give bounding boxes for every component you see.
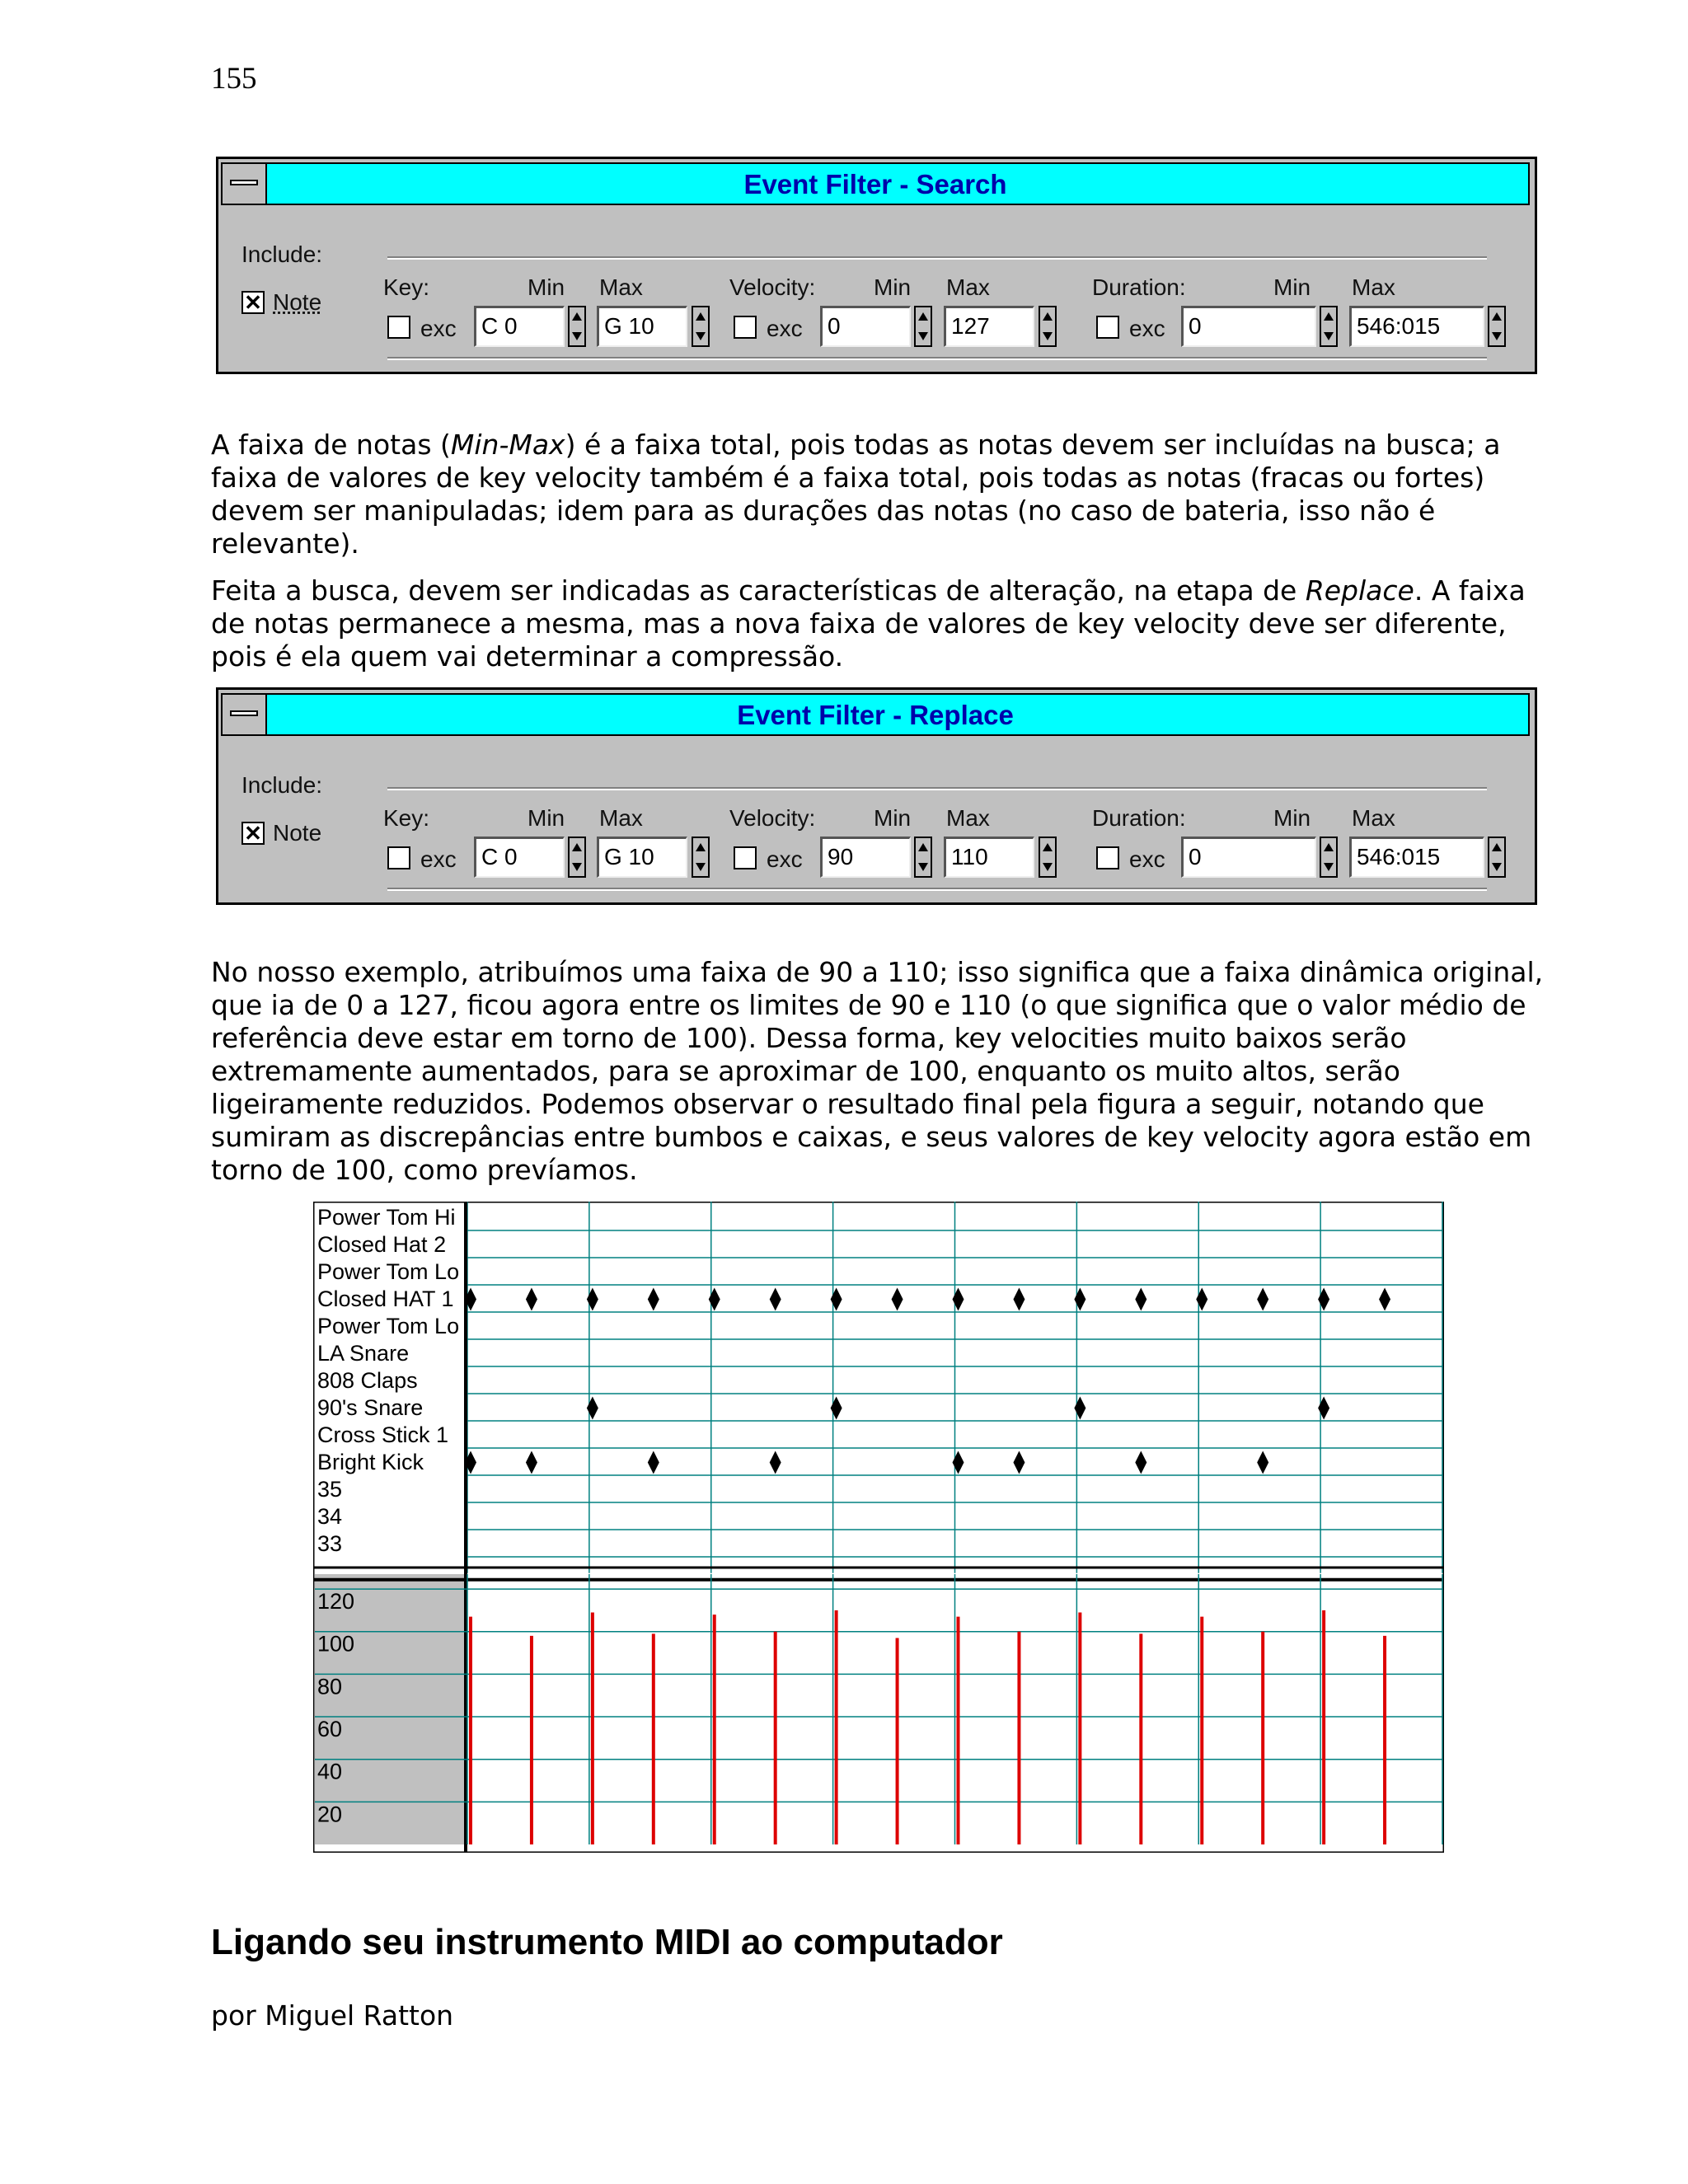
drum-row-label: LA Snare — [317, 1341, 410, 1366]
paragraph-2-text-end: . A faixa de notas permanece a mesma, mas a nova faixa de valores de key velocity deve ser diferente, pois é ela quem vai determinar a compressão. — [211, 574, 1526, 673]
note-checkbox[interactable]: ✕ — [241, 291, 265, 314]
key-max-field[interactable]: G 10 — [597, 306, 687, 347]
duration-min-spinner[interactable] — [1320, 837, 1338, 878]
paragraph-2-italic: Replace — [1305, 574, 1414, 607]
drum-row-label: 90's Snare — [317, 1395, 424, 1420]
duration-max-field[interactable]: 546:015 — [1349, 837, 1484, 878]
velocity-min-field[interactable]: 90 — [820, 837, 911, 878]
velocity-max-spinner[interactable] — [1039, 306, 1057, 347]
duration-max-label: Max — [1352, 274, 1395, 300]
duration-exc-label: exc — [1129, 316, 1165, 341]
velocity-tick-label: 120 — [317, 1589, 355, 1615]
key-exc-checkbox[interactable] — [387, 316, 410, 339]
key-exc-label: exc — [420, 846, 457, 872]
divider — [387, 357, 1487, 360]
drum-row-label: Closed HAT 1 — [317, 1286, 454, 1311]
drum-row-label: 35 — [317, 1477, 343, 1502]
velocity-exc-checkbox[interactable] — [734, 846, 757, 869]
velocity-min-label: Min — [874, 805, 912, 831]
event-filter-search-dialog — [216, 157, 1537, 374]
duration-max-field[interactable]: 546:015 — [1349, 306, 1484, 347]
event-filter-replace-dialog — [216, 687, 1537, 905]
title-bar — [221, 693, 1530, 736]
drum-row-label: Closed Hat 2 — [317, 1232, 447, 1257]
key-max-spinner[interactable] — [692, 837, 710, 878]
note-checkbox[interactable]: ✕ — [241, 822, 265, 845]
dialog-title: Event Filter - Replace — [737, 700, 1014, 730]
paragraph-1-italic: Min-Max — [450, 429, 565, 461]
dialog-title: Event Filter - Search — [743, 169, 1007, 199]
velocity-exc-checkbox[interactable] — [734, 316, 757, 339]
duration-min-spinner[interactable] — [1320, 306, 1338, 347]
page-number: 155 — [211, 62, 257, 96]
key-max-field[interactable]: G 10 — [597, 837, 687, 878]
key-max-label: Max — [599, 805, 643, 831]
duration-exc-checkbox[interactable] — [1096, 316, 1119, 339]
velocity-tick-label: 40 — [317, 1759, 343, 1784]
paragraph-2 — [211, 574, 1546, 673]
include-label: Include: — [241, 241, 323, 267]
key-min-label: Min — [528, 274, 565, 300]
duration-max-label: Max — [1352, 805, 1395, 831]
drum-row-label: Cross Stick 1 — [317, 1422, 449, 1447]
note-label: Note — [273, 289, 322, 315]
duration-label: Duration: — [1092, 805, 1186, 831]
velocity-label: Velocity: — [729, 274, 816, 300]
divider — [387, 256, 1487, 260]
key-min-field[interactable]: C 0 — [474, 837, 565, 878]
velocity-exc-label: exc — [767, 316, 803, 341]
drum-row-label: 33 — [317, 1531, 343, 1556]
duration-exc-checkbox[interactable] — [1096, 846, 1119, 869]
velocity-min-field[interactable]: 0 — [820, 306, 911, 347]
key-exc-checkbox[interactable] — [387, 846, 410, 869]
duration-min-field[interactable]: 0 — [1181, 837, 1316, 878]
duration-exc-label: exc — [1129, 846, 1165, 872]
key-min-label: Min — [528, 805, 565, 831]
velocity-max-field[interactable]: 127 — [944, 306, 1034, 347]
title-bar — [221, 162, 1530, 205]
drum-row-label: 808 Claps — [317, 1368, 418, 1393]
velocity-min-label: Min — [874, 274, 912, 300]
duration-max-spinner[interactable] — [1488, 837, 1506, 878]
divider — [387, 888, 1487, 891]
velocity-exc-label: exc — [767, 846, 803, 872]
key-max-spinner[interactable] — [692, 306, 710, 347]
paragraph-3: No nosso exemplo, atribuímos uma faixa de 90 a 110; isso significa que a faixa dinâmica original, que ia de 0 a 127, ficou agora entre os limites de 90 e 110 (o que significa que o valor médio de referência deve estar em torno de 100). Dessa forma, key velocities muito baixos serão extremamente aumentados, para se aproximar de 100, enquanto os muito altos, serão ligeiramente reduzidos. Podemos observar o resultado final pela figura a seguir, notando que sumiram as discrepâncias entre bumbos e caixas, e seus valores de key velocity agora estão em torno de 100, como prevíamos. — [211, 956, 1544, 1186]
drum-row-label: Bright Kick — [317, 1450, 424, 1474]
drum-row-label: 34 — [317, 1504, 343, 1529]
divider — [387, 787, 1487, 790]
velocity-max-spinner[interactable] — [1039, 837, 1057, 878]
velocity-max-field[interactable]: 110 — [944, 837, 1034, 878]
duration-min-label: Min — [1273, 805, 1311, 831]
velocity-tick-label: 100 — [317, 1631, 355, 1657]
note-label: Note — [273, 820, 322, 846]
paragraph-2-text: Feita a busca, devem ser indicadas as características de alteração, na etapa de — [211, 574, 1306, 607]
velocity-max-label: Max — [946, 274, 990, 300]
drum-row-label: Power Tom Lo — [317, 1259, 460, 1284]
paragraph-1-text: A faixa de notas ( — [211, 429, 451, 461]
duration-max-spinner[interactable] — [1488, 306, 1506, 347]
paragraph-1-text-end: ) é a faixa total, pois todas as notas devem ser incluídas na busca; a faixa de valores de key velocity também é a faixa total, pois todas as notas (fracas ou fortes) devem ser manipuladas; idem para as durações das notas (no caso de bateria, isso não é relevante). — [211, 429, 1501, 560]
velocity-tick-label: 80 — [317, 1674, 343, 1699]
velocity-tick-label: 60 — [317, 1717, 343, 1742]
key-label: Key: — [383, 274, 430, 300]
include-label: Include: — [241, 772, 323, 798]
byline: por Miguel Ratton — [211, 1999, 454, 2032]
velocity-label: Velocity: — [729, 805, 816, 831]
key-min-spinner[interactable] — [568, 306, 586, 347]
velocity-max-label: Max — [946, 805, 990, 831]
duration-label: Duration: — [1092, 274, 1186, 300]
velocity-tick-label: 20 — [317, 1802, 343, 1827]
drum-row-label: Power Tom Hi — [317, 1205, 456, 1230]
duration-min-label: Min — [1273, 274, 1311, 300]
key-max-label: Max — [599, 274, 643, 300]
velocity-min-spinner[interactable] — [914, 306, 932, 347]
key-exc-label: exc — [420, 316, 457, 341]
velocity-min-spinner[interactable] — [914, 837, 932, 878]
drum-row-label: Power Tom Lo — [317, 1314, 460, 1338]
key-min-spinner[interactable] — [568, 837, 586, 878]
figure-frame — [313, 1202, 1444, 1853]
key-min-field[interactable]: C 0 — [474, 306, 565, 347]
section-heading: Ligando seu instrumento MIDI ao computador — [211, 1922, 1003, 1962]
key-label: Key: — [383, 805, 430, 831]
duration-min-field[interactable]: 0 — [1181, 306, 1316, 347]
drum-grid-velocity-figure — [313, 1202, 1444, 1853]
paragraph-1 — [211, 429, 1546, 560]
